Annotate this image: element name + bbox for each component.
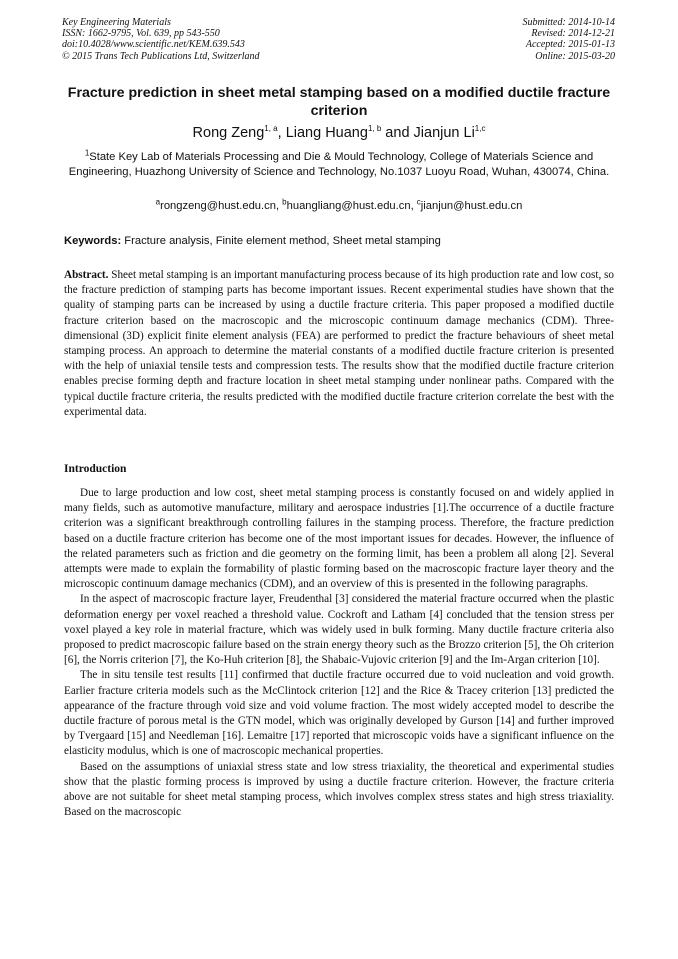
section-heading-introduction: Introduction bbox=[64, 463, 127, 475]
author-name: Jianjun Li bbox=[413, 125, 475, 141]
affiliation-sup: 1 bbox=[84, 148, 90, 158]
intro-paragraph: Based on the assumptions of uniaxial stress state and low stress triaxiality, the theoretical and experimental studies show that the plastic forming process is improved by using a ductile fracture criterion. However, the fracture criteria above are not suitable for sheet metal stamping process, which involves complex stress states and high stress triaxiality. Based on the macroscopic bbox=[64, 760, 614, 819]
abstract-text: Sheet metal stamping is an important manufacturing process because of its high production rate and low cost, so the fracture prediction of stamping parts has become important issues. Recent experimental studies have shown that the quality of stamping parts can be increased by using a ductile fracture criteria. This paper proposed a modified ductile fracture criterion based on the macroscopic and the microscopic continuum damage mechanics (CDM). Three-dimensional (3D) explicit finite element analysis (FEA) are performed to predict the fracture behaviours of sheet metal stamping process. An approach to determine the material constants of a modified ductile fracture criterion is presented with the help of uniaxial tensile tests and compression tests. The results show that the modified ductile fracture criterion enables precise forming depth and fracture location in sheet metal stamping under nonlinear paths. Compared with the typical ductile fracture criteria, the results predicted with the modified ductile fracture criterion correlate the best with the experimental data. bbox=[64, 269, 614, 418]
issn-line: ISSN: 1662-9795, Vol. 639, pp 543-550 bbox=[62, 28, 220, 40]
author-name: Rong Zeng bbox=[192, 125, 265, 141]
paper-title: Fracture prediction in sheet metal stamping based on a modified ductile fracture criterion bbox=[67, 85, 611, 119]
intro-paragraph: In the aspect of macroscopic fracture layer, Freudenthal [3] considered the material fracture occurred when the plastic deformation energy per voxel reached a threshold value. Cockroft and Latham [4] concluded that the tension stress per voxel played a key role in material fracture, which was widely used in bulk forming. Many ductile fracture criteria also proposed to predict macroscopic failure based on the strain energy theory such as the Brozzo criterion [5], the Oh criterion [6], the Norris criterion [7], the Ko-Huh criterion [8], the Shabaic-Vujovic criterion [9] and the Im-Argan criterion [10]. bbox=[64, 593, 614, 667]
keywords-label: Keywords: bbox=[64, 235, 122, 247]
email-list: $^a$rongzeng@hust.edu.cn, $^b$huangliang@hust.edu.cn, $^c$jianjun@hust.edu.cn bbox=[155, 197, 523, 212]
email-link[interactable]: rongzeng@hust.edu.cn bbox=[160, 200, 276, 212]
email-sup: a bbox=[155, 197, 161, 207]
online-date: Online: 2015-03-20 bbox=[535, 50, 615, 62]
introduction-body bbox=[64, 486, 614, 820]
email-sup: b bbox=[282, 197, 287, 207]
journal-info bbox=[62, 17, 260, 62]
email-link[interactable]: jianjun@hust.edu.cn bbox=[420, 200, 523, 212]
author-sup: 1,c bbox=[474, 124, 486, 134]
intro-paragraph: Due to large production and low cost, sheet metal stamping process is constantly focused on and widely applied in many fields, such as automotive manufacture, military and aerospace industries [1].The occurrence of a ductile fracture criterion was a significant breakthrough controlling failures in the stamping process. Therefore, the fracture prediction based on a ductile fracture criterion has become one of the most important issues for decades. However, the influence of the related parameters such as friction and die geometry on the forming limit, has been a problem all along [2]. Several attempts were made to explain the formability of plastic forming based on the macroscopic fracture layer theory and the microscopic continuum damage mechanics (CDM), and an overview of this is presented in the following paragraphs. bbox=[64, 487, 614, 591]
keywords-text: Fracture analysis, Finite element method, Sheet metal stamping bbox=[121, 235, 441, 247]
author-and: and bbox=[381, 125, 414, 141]
author-sup: 1, b bbox=[367, 124, 382, 134]
email-sup: c bbox=[416, 197, 421, 207]
submission-dates bbox=[523, 17, 616, 62]
abstract bbox=[64, 268, 614, 420]
email-link[interactable]: huangliang@hust.edu.cn bbox=[286, 200, 411, 212]
accepted-date: Accepted: 2015-01-13 bbox=[525, 39, 615, 51]
copyright-line: © 2015 Trans Tech Publications Ltd, Switzerland bbox=[62, 50, 260, 62]
doi-line: doi:10.4028/www.scientific.net/KEM.639.543 bbox=[62, 39, 245, 51]
author-list bbox=[40, 124, 638, 142]
keywords bbox=[64, 234, 614, 249]
submitted-date: Submitted: 2014-10-14 bbox=[522, 17, 615, 28]
affiliation bbox=[60, 150, 618, 180]
journal-name: Key Engineering Materials bbox=[62, 17, 171, 28]
author-separator: , bbox=[277, 125, 286, 141]
author-sup: 1, a bbox=[264, 124, 278, 134]
intro-paragraph: The in situ tensile test results [11] confirmed that ductile fracture occurred due to void nucleation and void growth. Earlier fracture criteria models such as the McClintock criterion [12] and the Rice & Tracey criterion [13] predicted the appearance of the fracture through void size and void volume fraction. The most widely accepted model to describe the ductile fracture of porous metal is the GTN model, which was originally developed by Gurson [14] and further improved by Tvergaard [15] and Needleman [16]. Lemaitre [17] reported that microscopic voids have a significant influence on the elasticity modulus, which is one of macroscopic mechanical properties. bbox=[64, 669, 614, 758]
abstract-label: Abstract. bbox=[64, 269, 109, 281]
affiliation-text: State Key Lab of Materials Processing and Die & Mould Technology, College of Materials Science and Engineering, Huazhong University of Science and Technology, No.1037 Luoyu Road, Wuhan, 430074, China. bbox=[68, 151, 610, 178]
author-name: Liang Huang bbox=[285, 125, 368, 141]
revised-date: Revised: 2014-12-21 bbox=[531, 28, 615, 40]
